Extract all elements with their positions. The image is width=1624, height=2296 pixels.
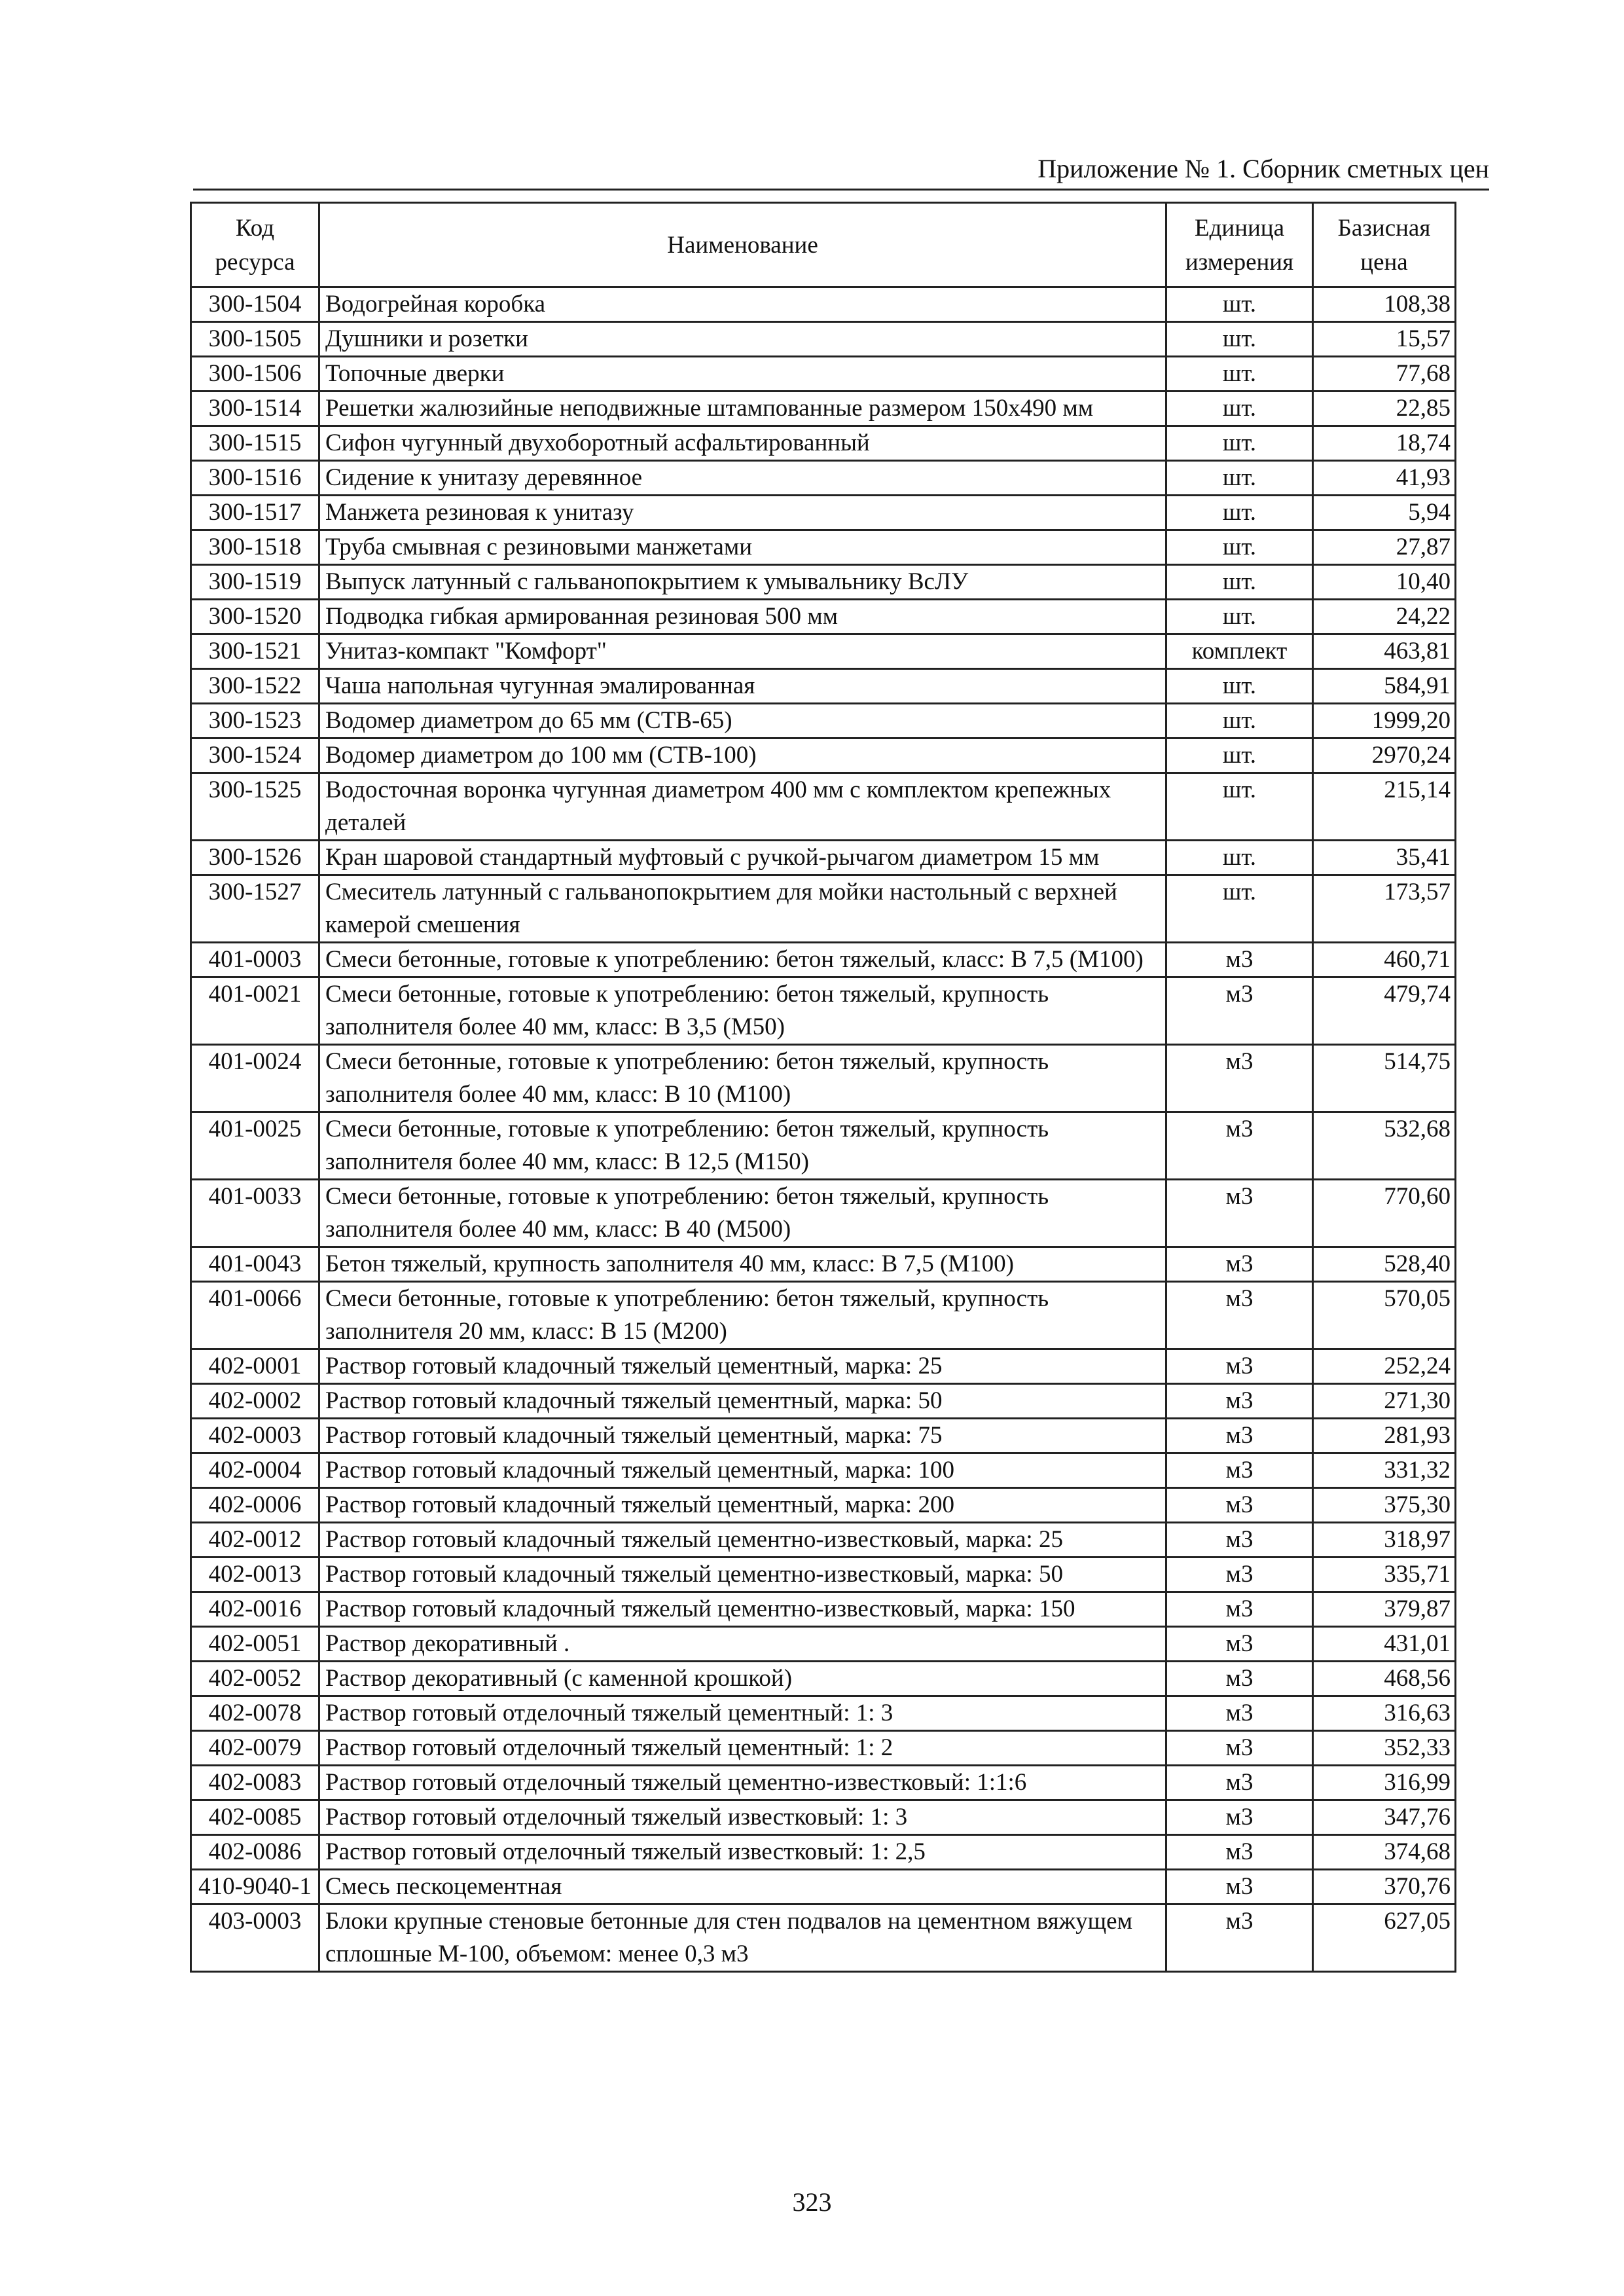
cell-price: 15,57 bbox=[1313, 322, 1456, 357]
table-row bbox=[191, 1800, 1456, 1835]
table-row bbox=[191, 634, 1456, 669]
table-row bbox=[191, 1523, 1456, 1558]
table-row bbox=[191, 1731, 1456, 1766]
header-price-line-2: цена bbox=[1360, 249, 1408, 276]
cell-code: 402-0003 bbox=[191, 1419, 319, 1453]
cell-price: 27,87 bbox=[1313, 530, 1456, 565]
cell-unit: м3 bbox=[1166, 1247, 1313, 1282]
cell-code: 300-1519 bbox=[191, 565, 319, 600]
cell-name: Водомер диаметром до 100 мм (СТВ-100) bbox=[319, 738, 1166, 773]
cell-name: Раствор декоративный . bbox=[319, 1627, 1166, 1662]
cell-unit: м3 bbox=[1166, 1488, 1313, 1523]
cell-price: 627,05 bbox=[1313, 1904, 1456, 1972]
header-code bbox=[191, 203, 319, 287]
cell-code: 402-0052 bbox=[191, 1662, 319, 1696]
cell-price: 335,71 bbox=[1313, 1558, 1456, 1592]
table-row bbox=[191, 1558, 1456, 1592]
cell-price: 374,68 bbox=[1313, 1835, 1456, 1870]
page-number: 323 bbox=[792, 2187, 832, 2217]
cell-unit: шт. bbox=[1166, 773, 1313, 841]
table-row bbox=[191, 496, 1456, 530]
cell-price: 463,81 bbox=[1313, 634, 1456, 669]
cell-price: 479,74 bbox=[1313, 977, 1456, 1045]
header-price bbox=[1313, 203, 1456, 287]
cell-code: 401-0033 bbox=[191, 1180, 319, 1247]
table-row bbox=[191, 1696, 1456, 1731]
cell-code: 300-1518 bbox=[191, 530, 319, 565]
cell-price: 528,40 bbox=[1313, 1247, 1456, 1282]
cell-name: Смеси бетонные, готовые к употреблению: бетон тяжелый, класс: В 7,5 (М100) bbox=[319, 943, 1166, 977]
cell-unit: м3 bbox=[1166, 1627, 1313, 1662]
cell-code: 300-1527 bbox=[191, 875, 319, 943]
cell-name: Бетон тяжелый, крупность заполнителя 40 мм, класс: В 7,5 (М100) bbox=[319, 1247, 1166, 1282]
cell-price: 173,57 bbox=[1313, 875, 1456, 943]
cell-unit: м3 bbox=[1166, 1282, 1313, 1349]
cell-name: Выпуск латунный с гальванопокрытием к умывальнику ВсЛУ bbox=[319, 565, 1166, 600]
cell-code: 403-0003 bbox=[191, 1904, 319, 1972]
cell-unit: м3 bbox=[1166, 1349, 1313, 1384]
cell-unit: м3 bbox=[1166, 1870, 1313, 1904]
cell-unit: шт. bbox=[1166, 461, 1313, 496]
header-unit bbox=[1166, 203, 1313, 287]
table-row bbox=[191, 1419, 1456, 1453]
cell-price: 281,93 bbox=[1313, 1419, 1456, 1453]
cell-price: 514,75 bbox=[1313, 1045, 1456, 1112]
price-table-container bbox=[190, 202, 1454, 1973]
table-row bbox=[191, 1835, 1456, 1870]
cell-price: 316,63 bbox=[1313, 1696, 1456, 1731]
cell-unit: м3 bbox=[1166, 1904, 1313, 1972]
cell-price: 532,68 bbox=[1313, 1112, 1456, 1180]
table-row bbox=[191, 565, 1456, 600]
cell-code: 300-1526 bbox=[191, 841, 319, 875]
cell-unit: шт. bbox=[1166, 357, 1313, 392]
cell-price: 318,97 bbox=[1313, 1523, 1456, 1558]
cell-name: Раствор готовый кладочный тяжелый цементный, марка: 50 bbox=[319, 1384, 1166, 1419]
cell-price: 570,05 bbox=[1313, 1282, 1456, 1349]
cell-code: 402-0085 bbox=[191, 1800, 319, 1835]
cell-name: Раствор готовый кладочный тяжелый цементный, марка: 75 bbox=[319, 1419, 1166, 1453]
table-row bbox=[191, 841, 1456, 875]
cell-price: 24,22 bbox=[1313, 600, 1456, 634]
table-row bbox=[191, 530, 1456, 565]
cell-price: 370,76 bbox=[1313, 1870, 1456, 1904]
cell-code: 300-1522 bbox=[191, 669, 319, 704]
table-row bbox=[191, 1488, 1456, 1523]
cell-code: 300-1504 bbox=[191, 287, 319, 322]
cell-code: 300-1516 bbox=[191, 461, 319, 496]
cell-name: Раствор готовый кладочный тяжелый цементный, марка: 200 bbox=[319, 1488, 1166, 1523]
table-row bbox=[191, 392, 1456, 426]
table-row bbox=[191, 1766, 1456, 1800]
cell-unit: шт. bbox=[1166, 392, 1313, 426]
header-code-line-1: Код bbox=[235, 215, 275, 242]
cell-name: Манжета резиновая к унитазу bbox=[319, 496, 1166, 530]
cell-price: 347,76 bbox=[1313, 1800, 1456, 1835]
table-row bbox=[191, 669, 1456, 704]
cell-code: 300-1523 bbox=[191, 704, 319, 738]
table-row bbox=[191, 1112, 1456, 1180]
table-body bbox=[191, 287, 1456, 1972]
cell-unit: шт. bbox=[1166, 287, 1313, 322]
cell-price: 460,71 bbox=[1313, 943, 1456, 977]
cell-price: 468,56 bbox=[1313, 1662, 1456, 1696]
cell-name: Смеси бетонные, готовые к употреблению: бетон тяжелый, крупность заполнителя более 40 мм, класс: В 12,5 (М150) bbox=[319, 1112, 1166, 1180]
cell-code: 300-1524 bbox=[191, 738, 319, 773]
cell-unit: шт. bbox=[1166, 704, 1313, 738]
table-row bbox=[191, 875, 1456, 943]
cell-name: Раствор готовый кладочный тяжелый цементный, марка: 100 bbox=[319, 1453, 1166, 1488]
cell-name: Душники и розетки bbox=[319, 322, 1166, 357]
cell-price: 770,60 bbox=[1313, 1180, 1456, 1247]
cell-price: 379,87 bbox=[1313, 1592, 1456, 1627]
cell-name: Водосточная воронка чугунная диаметром 400 мм с комплектом крепежных деталей bbox=[319, 773, 1166, 841]
cell-name: Смеси бетонные, готовые к употреблению: бетон тяжелый, крупность заполнителя более 40 мм, класс: В 10 (М100) bbox=[319, 1045, 1166, 1112]
cell-price: 331,32 bbox=[1313, 1453, 1456, 1488]
cell-code: 401-0025 bbox=[191, 1112, 319, 1180]
table-row bbox=[191, 357, 1456, 392]
price-table bbox=[190, 202, 1456, 1973]
cell-name: Раствор декоративный (с каменной крошкой) bbox=[319, 1662, 1166, 1696]
table-row bbox=[191, 1904, 1456, 1972]
cell-name: Смеси бетонные, готовые к употреблению: бетон тяжелый, крупность заполнителя 20 мм, класс: В 15 (М200) bbox=[319, 1282, 1166, 1349]
cell-price: 2970,24 bbox=[1313, 738, 1456, 773]
cell-code: 300-1514 bbox=[191, 392, 319, 426]
cell-unit: шт. bbox=[1166, 565, 1313, 600]
cell-code: 300-1525 bbox=[191, 773, 319, 841]
header-name bbox=[319, 203, 1166, 287]
cell-price: 271,30 bbox=[1313, 1384, 1456, 1419]
cell-unit: шт. bbox=[1166, 738, 1313, 773]
table-row bbox=[191, 1627, 1456, 1662]
header-price-line-1: Базисная bbox=[1337, 215, 1431, 242]
table-row bbox=[191, 1247, 1456, 1282]
cell-name: Блоки крупные стеновые бетонные для стен подвалов на цементном вяжущем сплошные М-100, объемом: менее 0,3 м3 bbox=[319, 1904, 1166, 1972]
cell-code: 402-0016 bbox=[191, 1592, 319, 1627]
cell-code: 402-0006 bbox=[191, 1488, 319, 1523]
cell-name: Раствор готовый отделочный тяжелый известковый: 1: 3 bbox=[319, 1800, 1166, 1835]
cell-price: 5,94 bbox=[1313, 496, 1456, 530]
cell-code: 410-9040-1 bbox=[191, 1870, 319, 1904]
table-row bbox=[191, 977, 1456, 1045]
table-row bbox=[191, 1453, 1456, 1488]
cell-price: 35,41 bbox=[1313, 841, 1456, 875]
cell-unit: м3 bbox=[1166, 1112, 1313, 1180]
cell-name: Раствор готовый отделочный тяжелый цементный: 1: 2 bbox=[319, 1731, 1166, 1766]
cell-code: 300-1517 bbox=[191, 496, 319, 530]
cell-unit: шт. bbox=[1166, 841, 1313, 875]
cell-code: 402-0083 bbox=[191, 1766, 319, 1800]
cell-unit: шт. bbox=[1166, 600, 1313, 634]
cell-name: Раствор готовый кладочный тяжелый цементно-известковый, марка: 50 bbox=[319, 1558, 1166, 1592]
cell-price: 77,68 bbox=[1313, 357, 1456, 392]
cell-code: 402-0002 bbox=[191, 1384, 319, 1419]
cell-code: 402-0012 bbox=[191, 1523, 319, 1558]
cell-price: 375,30 bbox=[1313, 1488, 1456, 1523]
cell-name: Водогрейная коробка bbox=[319, 287, 1166, 322]
table-row bbox=[191, 1870, 1456, 1904]
cell-unit: м3 bbox=[1166, 1835, 1313, 1870]
cell-unit: м3 bbox=[1166, 1558, 1313, 1592]
cell-unit: шт. bbox=[1166, 669, 1313, 704]
cell-unit: м3 bbox=[1166, 943, 1313, 977]
cell-price: 108,38 bbox=[1313, 287, 1456, 322]
cell-code: 402-0001 bbox=[191, 1349, 319, 1384]
cell-code: 401-0066 bbox=[191, 1282, 319, 1349]
page-header-title: Приложение № 1. Сборник сметных цен bbox=[1038, 154, 1489, 183]
cell-code: 300-1515 bbox=[191, 426, 319, 461]
table-row bbox=[191, 287, 1456, 322]
cell-code: 300-1506 bbox=[191, 357, 319, 392]
cell-price: 352,33 bbox=[1313, 1731, 1456, 1766]
table-row bbox=[191, 1384, 1456, 1419]
cell-name: Труба смывная с резиновыми манжетами bbox=[319, 530, 1166, 565]
cell-code: 402-0078 bbox=[191, 1696, 319, 1731]
cell-name: Раствор готовый отделочный тяжелый известковый: 1: 2,5 bbox=[319, 1835, 1166, 1870]
cell-price: 584,91 bbox=[1313, 669, 1456, 704]
table-row bbox=[191, 461, 1456, 496]
cell-price: 41,93 bbox=[1313, 461, 1456, 496]
cell-name: Раствор готовый кладочный тяжелый цементно-известковый, марка: 25 bbox=[319, 1523, 1166, 1558]
cell-name: Топочные дверки bbox=[319, 357, 1166, 392]
table-row bbox=[191, 1180, 1456, 1247]
cell-name: Решетки жалюзийные неподвижные штампованные размером 150x490 мм bbox=[319, 392, 1166, 426]
table-row bbox=[191, 773, 1456, 841]
header-name-label: Наименование bbox=[667, 232, 818, 259]
cell-unit: м3 bbox=[1166, 1384, 1313, 1419]
cell-name: Смеси бетонные, готовые к употреблению: бетон тяжелый, крупность заполнителя более 40 мм, класс: В 3,5 (М50) bbox=[319, 977, 1166, 1045]
cell-name: Кран шаровой стандартный муфтовый с ручкой-рычагом диаметром 15 мм bbox=[319, 841, 1166, 875]
cell-unit: м3 bbox=[1166, 977, 1313, 1045]
cell-unit: шт. bbox=[1166, 530, 1313, 565]
cell-code: 401-0043 bbox=[191, 1247, 319, 1282]
table-row bbox=[191, 943, 1456, 977]
cell-code: 401-0021 bbox=[191, 977, 319, 1045]
cell-unit: м3 bbox=[1166, 1453, 1313, 1488]
cell-name: Сифон чугунный двухоборотный асфальтированный bbox=[319, 426, 1166, 461]
cell-code: 402-0004 bbox=[191, 1453, 319, 1488]
cell-unit: комплект bbox=[1166, 634, 1313, 669]
cell-name: Унитаз-компакт "Комфорт" bbox=[319, 634, 1166, 669]
table-row bbox=[191, 1282, 1456, 1349]
cell-name: Смеситель латунный с гальванопокрытием для мойки настольный с верхней камерой смешения bbox=[319, 875, 1166, 943]
cell-unit: м3 bbox=[1166, 1592, 1313, 1627]
cell-price: 1999,20 bbox=[1313, 704, 1456, 738]
cell-unit: м3 bbox=[1166, 1045, 1313, 1112]
table-row bbox=[191, 426, 1456, 461]
cell-code: 300-1521 bbox=[191, 634, 319, 669]
cell-unit: м3 bbox=[1166, 1800, 1313, 1835]
cell-unit: м3 bbox=[1166, 1731, 1313, 1766]
cell-code: 300-1520 bbox=[191, 600, 319, 634]
cell-name: Смесь пескоцементная bbox=[319, 1870, 1166, 1904]
page-header bbox=[193, 149, 1489, 191]
cell-name: Смеси бетонные, готовые к употреблению: бетон тяжелый, крупность заполнителя более 40 мм, класс: В 40 (М500) bbox=[319, 1180, 1166, 1247]
cell-name: Раствор готовый отделочный тяжелый цементный: 1: 3 bbox=[319, 1696, 1166, 1731]
cell-name: Раствор готовый кладочный тяжелый цементно-известковый, марка: 150 bbox=[319, 1592, 1166, 1627]
cell-unit: м3 bbox=[1166, 1180, 1313, 1247]
cell-price: 431,01 bbox=[1313, 1627, 1456, 1662]
cell-name: Водомер диаметром до 65 мм (СТВ-65) bbox=[319, 704, 1166, 738]
cell-price: 316,99 bbox=[1313, 1766, 1456, 1800]
header-unit-line-1: Единица bbox=[1194, 215, 1285, 242]
cell-code: 401-0024 bbox=[191, 1045, 319, 1112]
cell-code: 402-0079 bbox=[191, 1731, 319, 1766]
table-row bbox=[191, 600, 1456, 634]
header-unit-line-2: измерения bbox=[1185, 249, 1294, 276]
cell-code: 402-0051 bbox=[191, 1627, 319, 1662]
table-row bbox=[191, 1045, 1456, 1112]
table-row bbox=[191, 704, 1456, 738]
cell-price: 18,74 bbox=[1313, 426, 1456, 461]
cell-unit: м3 bbox=[1166, 1696, 1313, 1731]
cell-name: Сидение к унитазу деревянное bbox=[319, 461, 1166, 496]
cell-code: 300-1505 bbox=[191, 322, 319, 357]
cell-name: Чаша напольная чугунная эмалированная bbox=[319, 669, 1166, 704]
table-row bbox=[191, 1349, 1456, 1384]
table-row bbox=[191, 738, 1456, 773]
cell-unit: шт. bbox=[1166, 875, 1313, 943]
cell-unit: шт. bbox=[1166, 322, 1313, 357]
table-row bbox=[191, 1592, 1456, 1627]
cell-unit: шт. bbox=[1166, 496, 1313, 530]
cell-price: 252,24 bbox=[1313, 1349, 1456, 1384]
cell-price: 22,85 bbox=[1313, 392, 1456, 426]
cell-price: 215,14 bbox=[1313, 773, 1456, 841]
header-code-line-2: ресурса bbox=[215, 249, 295, 276]
cell-price: 10,40 bbox=[1313, 565, 1456, 600]
table-row bbox=[191, 322, 1456, 357]
cell-unit: м3 bbox=[1166, 1662, 1313, 1696]
table-header-row bbox=[191, 203, 1456, 287]
cell-name: Раствор готовый отделочный тяжелый цементно-известковый: 1:1:6 bbox=[319, 1766, 1166, 1800]
cell-code: 402-0086 bbox=[191, 1835, 319, 1870]
cell-name: Подводка гибкая армированная резиновая 500 мм bbox=[319, 600, 1166, 634]
cell-code: 402-0013 bbox=[191, 1558, 319, 1592]
cell-unit: м3 bbox=[1166, 1419, 1313, 1453]
table-row bbox=[191, 1662, 1456, 1696]
cell-unit: шт. bbox=[1166, 426, 1313, 461]
cell-name: Раствор готовый кладочный тяжелый цементный, марка: 25 bbox=[319, 1349, 1166, 1384]
cell-code: 401-0003 bbox=[191, 943, 319, 977]
cell-unit: м3 bbox=[1166, 1523, 1313, 1558]
cell-unit: м3 bbox=[1166, 1766, 1313, 1800]
